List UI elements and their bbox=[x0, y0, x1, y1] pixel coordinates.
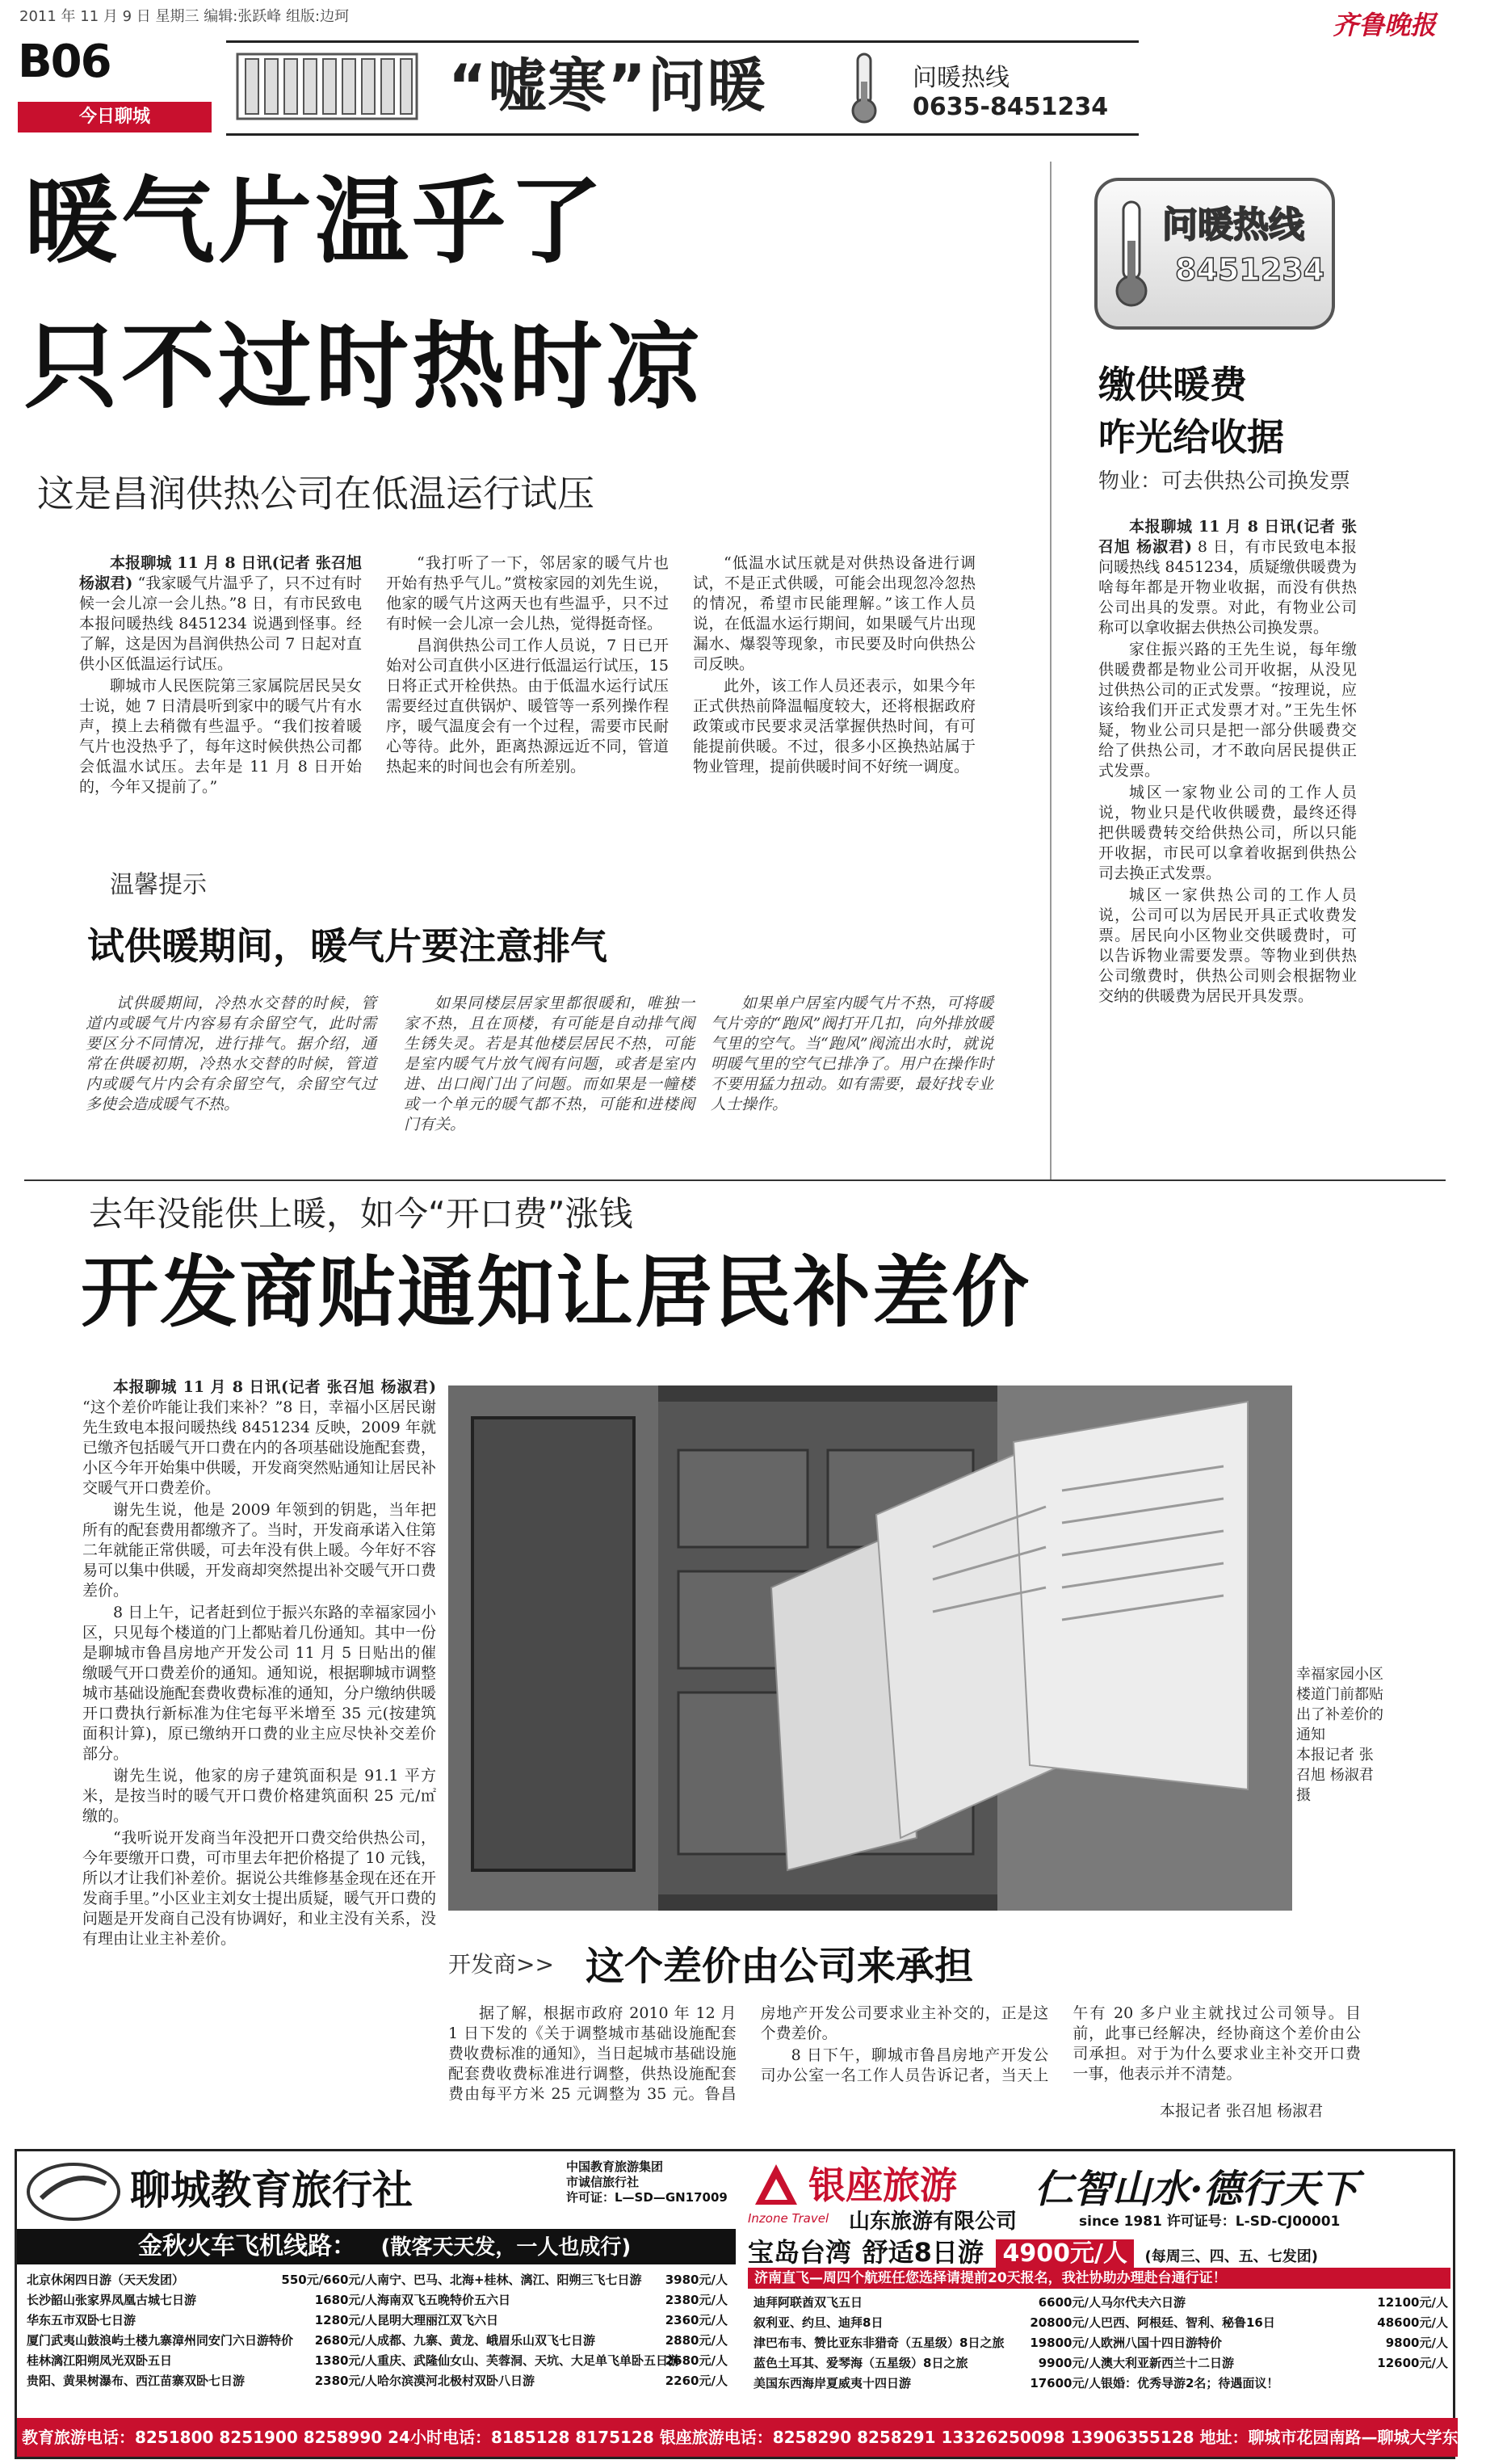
ad-right-cell: 9800元/人 bbox=[1385, 2336, 1448, 2350]
ad-right-company-en: Inzone Travel bbox=[748, 2211, 829, 2226]
ad-left-license: 许可证：L—SD—GN17009 bbox=[566, 2190, 728, 2205]
ad-right-cell bbox=[1351, 2376, 1448, 2391]
story1-col3 bbox=[693, 553, 976, 836]
tips-text-3: 如果单户居室内暖气片不热，可将暖气片旁的“跑风”阀打开几扣，向外排放暖气里的空气。当“跑风”阀流出水时，就说明暖气里的空气已排净了。用户在操作时不要用猛力扭动。如有需要，最好找专业人士操作。 bbox=[711, 994, 993, 1113]
ad-left-cell: 550元/660元/人 bbox=[281, 2273, 377, 2287]
reply-credit: 本报记者 张召旭 杨淑君 bbox=[1155, 2099, 1323, 2121]
story1-headline-2: 只不过时热时凉 bbox=[24, 313, 703, 422]
ad-right-promo-text: 舒适8日游 bbox=[862, 2237, 984, 2268]
story1-byline: 本报聊城 11 月 8 日讯(记者 张召旭 杨淑君) bbox=[79, 554, 362, 592]
ad-left-row bbox=[27, 2353, 728, 2369]
sidebar-body bbox=[1098, 517, 1357, 1163]
ad-right-slogan: 仁智山水·德行天下 bbox=[1035, 2167, 1358, 2212]
sidebar-para-1: 8 日，有市民致电本报问暖热线 8451234，质疑缴供暖费为啥每年都是开物业收据，而没有供热公司出具的发票。对此，有物业公司称可以拿收据去供热公司换发票。 bbox=[1098, 538, 1357, 637]
sidebar-badge-title: 问暖热线 bbox=[1162, 204, 1304, 246]
ad-left-cell: 2380元/人 bbox=[665, 2293, 728, 2307]
sidebar-headline-2: 咋光给收据 bbox=[1098, 415, 1284, 459]
section-label: 今日聊城 bbox=[78, 107, 150, 127]
ad-right-cell: 马尔代夫六日游 bbox=[1100, 2295, 1186, 2310]
paper-logo: 齐鲁晚报 bbox=[1332, 10, 1436, 40]
ad-footer: 教育旅游电话：8251800 8251900 8258990 24小时电话：8185128 8175128 银座旅游电话：8258290 8258291 13326250098 13906355128 地址：聊城市花园南路—聊城大学东门对过 bbox=[17, 2418, 1458, 2457]
ad-right-cell: 9900元/人 bbox=[1038, 2356, 1101, 2370]
ad-left-title: 金秋火车飞机线路： bbox=[138, 2232, 356, 2260]
photo-caption-text: 幸福家园小区楼道门前都贴出了补差价的通知 bbox=[1296, 1666, 1383, 1743]
story1-para-1: “我家暖气片温乎了，只不过有时候一会儿凉一会儿热。”8 日，有市民致电本报问暖热线 8451234 说遇到怪事。经了解，这是因为昌润供热公司 7 日起对直供小区低温运行试压。 bbox=[79, 574, 362, 673]
ad-left-cell: 北京休闲四日游（天天发团） bbox=[27, 2273, 185, 2287]
story2-para-4: 谢先生说，他家的房子建筑面积是 91.1 平方米，是按当时的暖气开口费价格建筑面积 25 元/㎡缴的。 bbox=[82, 1767, 436, 1825]
ad-right-notice: 济南直飞—周四个航班任您选择请提前20天报名，我社协助办理赴台通行证！ bbox=[748, 2268, 1450, 2289]
ad-right-rows bbox=[754, 2295, 1448, 2396]
sidebar-badge-number: 8451234 bbox=[1175, 252, 1325, 288]
story2-para-5: “我听说开发商当年没把开口费交给供热公司，今年要缴开口费，可市里去年把价格提了 10 元钱，所以才让我们补差价。据说公共维修基金现在还在开发商手里。”小区业主刘女士提出质疑，暖气开口费的问题是开发商自己没有协调好，和业主没有关系，没有理由让业主补差价。 bbox=[82, 1829, 436, 1948]
sidebar-headline-1: 缴供暖费 bbox=[1098, 363, 1247, 406]
story1-para-5: “低温水试压就是对供热设备进行调试，不是正式供暖，可能会出现忽冷忽热的情况，希望市民能理解。”该工作人员说，在低温水运行期间，如果暖气片出现漏水、爆裂等现象，市民要及时向供热公司反映。 bbox=[693, 554, 976, 673]
hotline-label: 问暖热线 bbox=[913, 64, 1010, 92]
ad-left-cell: 2880元/人 bbox=[665, 2333, 728, 2348]
ad-left-row bbox=[27, 2313, 728, 2328]
story1-para-6: 此外，该工作人员还表示，如果今年正式供热前降温幅度较大，还将根据政府政策或市民要求灵活掌握供热时间，有可能提前供暖。不过，很多小区换热站属于物业管理，提前供暖时间不好统一调度。 bbox=[693, 677, 976, 776]
ad-right-cell: 巴西、阿根廷、智利、秘鲁16日 bbox=[1100, 2315, 1275, 2330]
section-rule bbox=[24, 1179, 1446, 1181]
story1-para-3: “我打听了一下，邻居家的暖气片也开始有热乎气儿。”赏桉家园的刘先生说，他家的暖气片这两天也有些温乎，只不过有时候一会儿凉一会儿热，觉得挺奇怪。 bbox=[386, 554, 669, 633]
ad-left-cell: 2380元/人 bbox=[314, 2374, 377, 2388]
reply-headline: 这个差价由公司来承担 bbox=[586, 1944, 974, 1989]
ad-right-row bbox=[754, 2356, 1448, 2371]
story2-col1 bbox=[82, 1377, 436, 2125]
section-tab bbox=[18, 102, 212, 132]
reply-para-1: 据了解，根据市政府 2010 年 12 月 1 日下发的《关于调整城市基础设施配套费收费标准的通知》，当日起城市基础设施配套费收费标准进行调整，供热设施配套费由每平方米 25 元调整为 35 元。鲁昌房地产开发公司要求业主补交的，正是这个费差价。 bbox=[448, 2004, 1049, 2103]
ad-left-group-name: 中国教育旅游集团 bbox=[566, 2159, 664, 2174]
story2-para-3: 8 日上午，记者赶到位于振兴东路的幸福家园小区，只见每个楼道的门上都贴着几份通知。其中一份是聊城市鲁昌房地产开发公司 11 月 5 日贴出的催缴暖气开口费差价的通知。通知说，根据聊城市调整城市基础设施配套费收费标准的通知，分户缴纳供暖开口费执行新标准为住宅每平米增至 35 元(按建筑面积计算)，原已缴纳开口费的业主应尽快补交差价部分。 bbox=[82, 1604, 436, 1763]
ad-left-cell: 2680元/人 bbox=[314, 2333, 377, 2348]
ad-left-title-bar bbox=[17, 2229, 736, 2264]
ad-right-cell: 19800元/人 bbox=[1030, 2336, 1101, 2350]
ad-right-cell: 澳大利亚新西兰十二日游 bbox=[1100, 2356, 1234, 2370]
ad-right-row bbox=[754, 2315, 1448, 2331]
ad-left-cell: 昆明大理丽江双飞六日 bbox=[376, 2313, 498, 2327]
ad-right-cell: 蓝色土耳其、爱琴海（五星级）8日之旅 bbox=[754, 2356, 968, 2370]
story2-byline: 本报聊城 11 月 8 日讯(记者 张召旭 杨淑君) bbox=[113, 1378, 436, 1396]
ad-right-cell: 20800元/人 bbox=[1030, 2315, 1101, 2330]
photo-notice-doors bbox=[448, 1385, 1292, 1911]
thermometer-badge-icon bbox=[1107, 197, 1156, 310]
ad-right-cell: 17600元/人 bbox=[1030, 2376, 1101, 2390]
ad-left-cell: 1680元/人 bbox=[314, 2293, 377, 2307]
ad-right-cell: 12600元/人 bbox=[1377, 2356, 1448, 2370]
photo-caption bbox=[1296, 1664, 1385, 1806]
ad-right-cell: 迪拜阿联酋双飞五日 bbox=[754, 2295, 863, 2310]
story1-headline-1: 暖气片温乎了 bbox=[24, 167, 606, 276]
ad-right-cell: 12100元/人 bbox=[1377, 2295, 1448, 2310]
ad-right-cell: 美国东西海岸夏威夷十四日游 bbox=[754, 2376, 912, 2390]
column-divider bbox=[1050, 162, 1052, 1179]
column-title: “嘘寒”问暖 bbox=[448, 52, 767, 120]
inzone-logo-icon bbox=[752, 2161, 800, 2210]
ad-left-row bbox=[27, 2333, 728, 2348]
tips-text-2: 如果同楼层居家里都很暖和，唯独一家不热，且在顶楼，有可能是自动排气阀生锈失灵。若是其他楼层居民不热，可能是室内暖气片放气阀有问题，或者是室内进、出口阀门出了问题。而如果是一幢楼或一个单元的暖气都不热，可能和进楼阀门有关。 bbox=[404, 994, 695, 1133]
column-banner bbox=[226, 40, 1139, 136]
ad-right-cell: 银婚：优秀导游2名；待遇面议！ bbox=[1100, 2376, 1279, 2390]
ad-left-row bbox=[27, 2293, 728, 2308]
story2-para-1: “这个差价咋能让我们来补？”8 日，幸福小区居民谢先生致电本报问暖热线 8451234 反映，2009 年就已缴齐包括暖气开口费在内的各项基础设施配套费，小区今年开始集中供暖，开发商突然贴通知让居民补交暖气开口费差价。 bbox=[82, 1398, 436, 1497]
ad-left-rows bbox=[27, 2273, 728, 2394]
photo-credit: 本报记者 张召旭 杨淑君 摄 bbox=[1296, 1747, 1374, 1804]
ad-right-promo-price: 4900元/人 bbox=[996, 2239, 1133, 2268]
tips-text-1: 试供暖期间，冷热水交替的时候，管道内或暖气片内容易有余留空气，此时需要区分不同情况，进行排气。据介绍，通常在供暖初期，冷热水交替的时候，管道内或暖气片内会有余留空气，余留空气过多使会造成暖气不热。 bbox=[86, 994, 376, 1113]
radiator-icon bbox=[234, 48, 420, 125]
ad-left-brand: 聊城教育旅行社 bbox=[130, 2167, 413, 2214]
tips-col2 bbox=[404, 994, 695, 1155]
ad-right-promo-dest: 宝岛台湾 bbox=[748, 2237, 852, 2268]
ad-right-since: since 1981 许可证号：L-SD-CJ00001 bbox=[1079, 2214, 1341, 2230]
ad-left-subtitle: (散客天天发，一人也成行) bbox=[380, 2235, 632, 2260]
ad-right-row bbox=[754, 2336, 1448, 2351]
tips-col3 bbox=[711, 994, 993, 1155]
ad-left-cell: 1380元/人 bbox=[314, 2353, 377, 2368]
reply-kicker: 开发商>> bbox=[448, 1951, 554, 1978]
ad-right-promo bbox=[748, 2232, 1450, 2268]
story2-para-2: 谢先生说，他是 2009 年领到的钥匙，当年把所有的配套费用都缴齐了。当时，开发商承诺入住第二年就能正常供暖，可去年没有供上暖。今年好不容易可以集中供暖，开发商却突然提出补交暖气开口费差价。 bbox=[82, 1501, 436, 1600]
ad-left-cell: 哈尔滨漠河北极村双卧八日游 bbox=[376, 2374, 535, 2388]
ad-right-cell: 津巴布韦、赞比亚东非猎奇（五星级）8日之旅 bbox=[754, 2336, 1005, 2350]
ad-left-cell: 3980元/人 bbox=[665, 2273, 728, 2287]
ad-right-company: 山东旅游有限公司 bbox=[849, 2210, 1018, 2234]
story2-kicker: 去年没能供上暖，如今“开口费”涨钱 bbox=[89, 1194, 633, 1234]
story1-para-4: 昌润供热公司工作人员说，7 日已开始对公司直供小区进行低温运行试压，15 日将正式开栓供热。由于低温水运行试压需要经过直供锅炉、暖管等一系列操作程序，暖气温度会有一个过程，需要市民耐心等待。此外，距离热源远近不同，管道热起来的时间也会有所差别。 bbox=[386, 637, 669, 776]
story1-col2 bbox=[386, 553, 669, 836]
tips-headline: 试供暖期间，暖气片要注意排气 bbox=[87, 924, 607, 968]
ad-right-logo bbox=[752, 2161, 800, 2210]
thermometer-icon bbox=[840, 49, 888, 127]
story2-headline: 开发商贴通知让居民补差价 bbox=[81, 1247, 1031, 1338]
ad-right-promo-days: (每周三、四、五、七发团) bbox=[1144, 2248, 1318, 2265]
ad-left-row bbox=[27, 2374, 728, 2389]
hotline-number: 0635-8451234 bbox=[913, 93, 1109, 121]
ad-block bbox=[15, 2149, 1507, 2459]
sidebar-byline: 本报聊城 11 月 8 日讯(记者 张召旭 杨淑君) bbox=[1098, 518, 1357, 556]
sidebar-para-2: 家住振兴路的王先生说，每年缴供暖费都是物业公司开收据，从没见过供热公司的正式发票。“按理说，应该给我们开正式发票才对。”王先生怀疑，物业公司只是把一部分供暖费交给了供热公司，才不敢向居民提供正式发票。 bbox=[1098, 641, 1357, 780]
ad-left-cell: 1280元/人 bbox=[314, 2313, 377, 2327]
sidebar-para-4: 城区一家供热公司的工作人员说，公司可以为居民开具正式收费发票。居民向小区物业交供暖费时，可以告诉物业需要发票。等物业到供热公司缴费时，供热公司则会根据物业交纳的供暖费为居民开具发票。 bbox=[1098, 886, 1357, 1005]
ad-right-brand: 银座旅游 bbox=[808, 2163, 957, 2207]
ad-right-row bbox=[754, 2376, 1448, 2391]
travel-logo-icon bbox=[25, 2159, 122, 2224]
story1-para-2: 聊城市人民医院第三家属院居民吴女士说，她 7 日清晨听到家中的暖气片有水声，摸上去稍微有些温乎。“我们按着暖气片也没热乎了，每年这时候供热公司都会低温水试压。去年是 11 月 8 日开始的，今年又提前了。” bbox=[79, 677, 362, 796]
ad-right-cell: 6600元/人 bbox=[1038, 2295, 1101, 2310]
masthead-meta: 2011 年 11 月 9 日 星期三 编辑:张跃峰 组版:边珂 bbox=[19, 8, 350, 25]
story1-subhead: 这是昌润供热公司在低温运行试压 bbox=[37, 472, 594, 515]
ad-left-cell: 2360元/人 bbox=[665, 2313, 728, 2327]
ad-left-cell: 贵阳、黄果树瀑布、西江苗寨双卧七日游 bbox=[27, 2374, 246, 2388]
tips-kicker: 温馨提示 bbox=[110, 871, 207, 899]
ad-left-row bbox=[27, 2273, 728, 2288]
ad-left-cell: 华东五市双卧七日游 bbox=[27, 2313, 136, 2327]
sidebar-subhead: 物业：可去供热公司换发票 bbox=[1098, 469, 1351, 494]
ad-left-cell: 2680元/人 bbox=[665, 2353, 728, 2368]
ad-left-cell: 长沙韶山张家界凤凰古城七日游 bbox=[27, 2293, 197, 2307]
ad-right-cell: 48600元/人 bbox=[1377, 2315, 1448, 2330]
ad-left-cell: 2260元/人 bbox=[665, 2374, 728, 2388]
ad-left-cell: 桂林漓江阳朔凤光双卧五日 bbox=[27, 2353, 173, 2368]
ad-right-cell: 欧洲八国十四日游特价 bbox=[1100, 2336, 1222, 2350]
page-number: B06 bbox=[18, 36, 111, 88]
ad-right-row bbox=[754, 2295, 1448, 2311]
ad-left-group-name2: 市诚信旅行社 bbox=[566, 2175, 640, 2189]
ad-left-cell: 重庆、武隆仙女山、芙蓉洞、天坑、大足单飞单卧五日游 bbox=[376, 2353, 680, 2368]
ad-right-cell: 叙利亚、约旦、迪拜8日 bbox=[754, 2315, 884, 2330]
ad-left-group bbox=[566, 2159, 728, 2205]
sidebar-badge bbox=[1094, 178, 1335, 330]
ad-left-cell: 南宁、巴马、北海+桂林、漓江、阳朔三飞七日游 bbox=[376, 2273, 642, 2287]
reply-para-2: 8 日下午，聊城市鲁昌房地产开发公司办公室一名工作人员告诉记者，当天上午有 20 多户业主就找过公司领导。目前，此事已经解决，经协商这个差价由公司承担。对于为什么要求业主补交开口费一事，他表示并不清楚。 bbox=[760, 2004, 1361, 2084]
sidebar-para-3: 城区一家物业公司的工作人员说，物业只是代收供暖费，最终还得把供暖费转交给供热公司，所以只能开收据，市民可以拿着收据到供热公司去换正式发票。 bbox=[1098, 784, 1357, 882]
ad-left-cell: 成都、九寨、黄龙、峨眉乐山双飞七日游 bbox=[376, 2333, 595, 2348]
photo-illustration bbox=[448, 1385, 1292, 1911]
ad-left-cell: 海南双飞五晚特价五六日 bbox=[376, 2293, 510, 2307]
ad-left-cell: 厦门武夷山鼓浪屿土楼九寨漳州同安门六日游特价 bbox=[27, 2333, 294, 2348]
story1-col1 bbox=[79, 553, 362, 836]
tips-col1 bbox=[86, 994, 376, 1155]
